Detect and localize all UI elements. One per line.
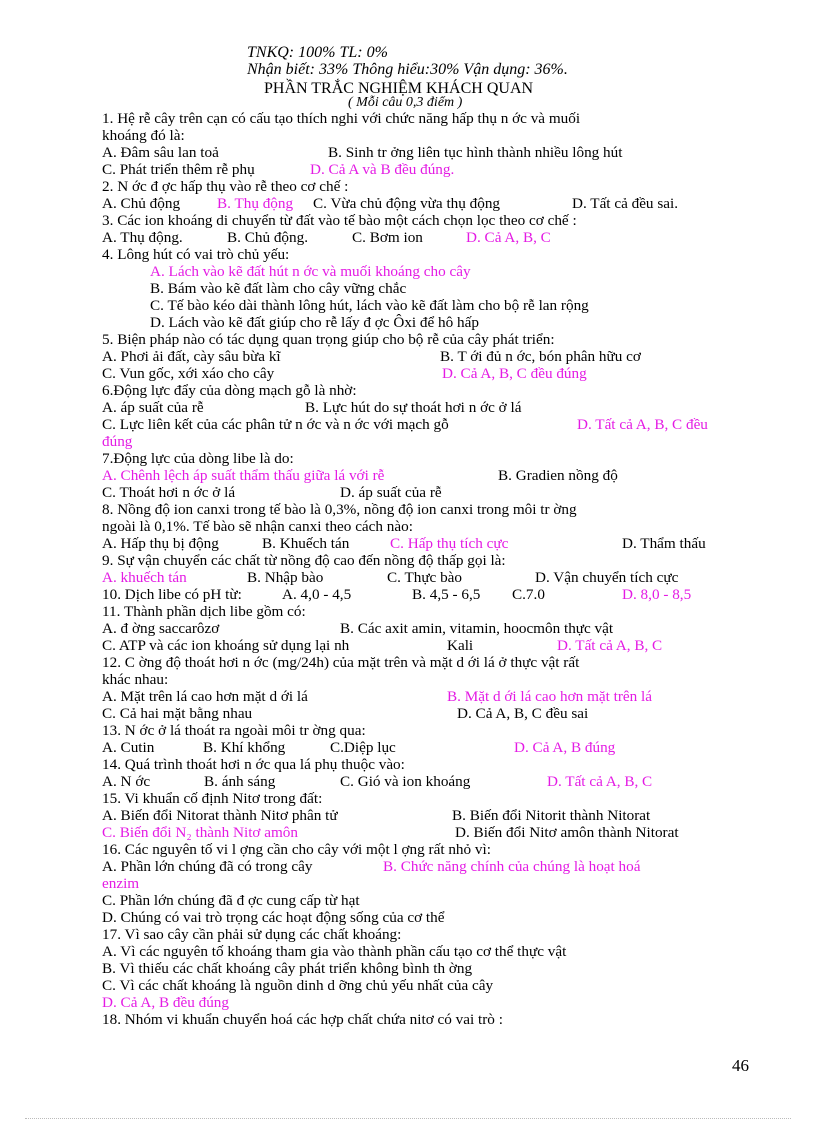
question-text: A. áp suất của rễ (102, 399, 204, 416)
question-text: C. Phát triển thêm rễ phụ (102, 161, 255, 178)
question-text: B. Nhập bào (247, 569, 324, 586)
question-text: B. Khí khổng (203, 739, 286, 756)
question-text: ngoài là 0,1%. Tế bào sẽ nhận canxi theo cách nào: (102, 518, 413, 535)
question-text: 11. Thành phần dịch libe gồm có: (102, 603, 306, 620)
question-text: 17. Vì sao cây cần phải sử dụng các chất khoáng: (102, 926, 402, 943)
answer-text: A. khuếch tán (102, 569, 187, 586)
question-text: A. Phần lớn chúng đã có trong cây (102, 858, 313, 875)
answer-text: B. Chức năng chính của chúng là hoạt hoá (383, 858, 641, 875)
question-text: 16. Các nguyên tố vi l ợng cần cho cây với một l ợng rất nhỏ vì: (102, 841, 491, 858)
question-text: A. Hấp thụ bị động (102, 535, 219, 552)
question-text: A. Thụ động. (102, 229, 183, 246)
section-subtitle: ( Mỗi câu 0,3 điểm ) (348, 95, 463, 110)
question-text: C. Tế bào kéo dài thành lông hút, lách vào kẽ đất làm cho bộ rễ lan rộng (150, 297, 589, 314)
question-text: C. Lực liên kết của các phân tử n ớc và n ớc với mạch gỗ (102, 416, 449, 433)
answer-text: A. Lách vào kẽ đất hút n ớc và muối khoáng cho cây (150, 263, 471, 280)
question-text: B. Các axit amin, vitamin, hoocmôn thực vật (340, 620, 614, 637)
question-text: 8. Nồng độ ion canxi trong tế bào là 0,3%, nồng độ ion canxi trong môi tr ờng (102, 501, 577, 518)
question-text: Kali (447, 637, 474, 654)
question-text: A. Biến đổi Nitorat thành Nitơ phân tử (102, 807, 338, 824)
answer-text: D. Tất cả A, B, C (547, 773, 653, 790)
answer-text: B. Mặt d ới lá cao hơn mặt trên lá (447, 688, 653, 705)
question-text: C. Phần lớn chúng đã đ ợc cung cấp từ hạt (102, 892, 360, 909)
answer-text: D. Cả A và B đều đúng. (310, 161, 455, 178)
question-text: A. 4,0 - 4,5 (282, 586, 352, 603)
section-title: PHẦN TRẮC NGHIỆM KHÁCH QUAN (264, 80, 534, 97)
question-text: B. Vì thiếu các chất khoáng cây phát triển không bình th ờng (102, 960, 473, 977)
answer-text: D. Tất cả A, B, C (557, 637, 663, 654)
question-text: B. Gradien nồng độ (498, 467, 618, 484)
question-text: A. Vì các nguyên tố khoáng tham gia vào thành phần cấu tạo cơ thể thực vật (102, 943, 567, 960)
question-text: B. ánh sáng (204, 773, 276, 790)
question-text: 3. Các ion khoáng di chuyển từ đất vào tế bào một cách chọn lọc theo cơ chế : (102, 212, 577, 229)
question-text: D. Chúng có vai trò trọng các hoạt động sống của cơ thể (102, 909, 445, 926)
question-text: D. áp suất của rễ (340, 484, 442, 501)
answer-text: D. Cả A, B đều đúng (102, 994, 229, 1011)
question-text: khác nhau: (102, 671, 169, 688)
question-text: A. Phơi ải đất, cày sâu bừa kĩ (102, 348, 281, 365)
question-text: A. đ ờng saccarôzơ (102, 620, 220, 637)
question-text: D. Tất cả đều sai. (572, 195, 678, 212)
question-text: D. Thẩm thấu (622, 535, 706, 552)
question-text: D. Cả A, B, C đều sai (457, 705, 589, 722)
answer-text: A. Chênh lệch áp suất thẩm thấu giữa lá với rễ (102, 467, 385, 484)
answer-text: D. 8,0 - 8,5 (622, 586, 692, 603)
question-text: 9. Sự vận chuyển các chất từ nồng độ cao đến nồng độ thấp gọi là: (102, 552, 506, 569)
question-text: C. Thoát hơi n ớc ở lá (102, 484, 236, 501)
question-text: khoáng đó là: (102, 127, 185, 144)
question-text: B. T ới đủ n ớc, bón phân hữu cơ (440, 348, 641, 365)
level-header: Nhận biết: 33% Thông hiểu:30% Vận dụng: 36%. (247, 61, 568, 78)
question-text: C. ATP và các ion khoáng sử dụng lại nh (102, 637, 350, 654)
question-text: C.Diệp lục (330, 739, 396, 756)
answer-text: enzim (102, 875, 140, 892)
question-text: 7.Động lực của dòng libe là do: (102, 450, 294, 467)
question-text: 13. N ớc ở lá thoát ra ngoài môi tr ờng qua: (102, 722, 366, 739)
answer-text: C. Biến đổi N₂ thành Nitơ amôn (102, 824, 298, 841)
question-text: 18. Nhóm vi khuẩn chuyển hoá các hợp chất chứa nitơ có vai trò : (102, 1011, 503, 1028)
answer-text: D. Tất cả A, B, C đều (577, 416, 708, 433)
question-text: B. Biến đổi Nitorit thành Nitorat (452, 807, 651, 824)
question-text: C. Bơm ion (352, 229, 423, 246)
answer-text: đúng (102, 433, 133, 450)
question-text: A. Mặt trên lá cao hơn mặt d ới lá (102, 688, 308, 705)
question-text: C. Gió và ion khoáng (340, 773, 471, 790)
question-text: D. Vận chuyển tích cực (535, 569, 679, 586)
question-text: A. Đâm sâu lan toả (102, 144, 219, 161)
question-text: B. Lực hút do sự thoát hơi n ớc ở lá (305, 399, 522, 416)
question-text: 14. Quá trình thoát hơi n ớc qua lá phụ thuộc vào: (102, 756, 405, 773)
question-text: C. Thực bào (387, 569, 463, 586)
answer-text: D. Cả A, B đúng (514, 739, 616, 756)
question-text: 12. C ờng độ thoát hơi n ớc (mg/24h) của mặt trên và mặt d ới lá ở thực vật rất (102, 654, 580, 671)
question-text: B. Khuếch tán (262, 535, 350, 552)
question-text: 5. Biện pháp nào có tác dụng quan trọng giúp cho bộ rễ của cây phát triển: (102, 331, 555, 348)
question-text: A. Cutin (102, 739, 155, 756)
question-text: C. Vì các chất khoáng là nguồn dinh d ỡng chủ yếu nhất của cây (102, 977, 494, 994)
question-text: 2. N ớc đ ợc hấp thụ vào rễ theo cơ chế : (102, 178, 349, 195)
page-number: 46 (732, 1056, 749, 1075)
footer-divider (25, 1118, 791, 1119)
answer-text: C. Hấp thụ tích cực (390, 535, 509, 552)
question-text: C.7.0 (512, 586, 545, 603)
question-text: B. Chủ động. (227, 229, 309, 246)
question-text: D. Biến đổi Nitơ amôn thành Nitorat (455, 824, 679, 841)
question-text: 4. Lông hút có vai trò chủ yếu: (102, 246, 290, 263)
question-text: B. 4,5 - 6,5 (412, 586, 481, 603)
question-text: C. Vun gốc, xới xáo cho cây (102, 365, 275, 382)
answer-text: D. Cả A, B, C đều đúng (442, 365, 587, 382)
ratio-header: TNKQ: 100% TL: 0% (247, 44, 388, 61)
answer-text: D. Cả A, B, C (466, 229, 551, 246)
question-text: 1. Hệ rễ cây trên cạn có cấu tạo thích nghi với chức năng hấp thụ n ớc và muối (102, 110, 581, 127)
question-text: A. N ớc (102, 773, 151, 790)
answer-text: B. Thụ động (217, 195, 294, 212)
question-text: B. Bám vào kẽ đất làm cho cây vững chắc (150, 280, 407, 297)
question-text: C. Vừa chủ động vừa thụ động (313, 195, 501, 212)
question-text: C. Cả hai mặt bằng nhau (102, 705, 253, 722)
question-text: A. Chủ động (102, 195, 181, 212)
question-text: 15. Vi khuẩn cố định Nitơ trong đất: (102, 790, 323, 807)
question-text: B. Sinh tr ởng liên tục hình thành nhiều lông hút (328, 144, 623, 161)
question-text: 10. Dịch libe có pH từ: (102, 586, 242, 603)
question-text: 6.Động lực đẩy của dòng mạch gỗ là nhờ: (102, 382, 357, 399)
question-text: D. Lách vào kẽ đất giúp cho rễ lấy đ ợc Ôxi để hô hấp (150, 314, 479, 331)
